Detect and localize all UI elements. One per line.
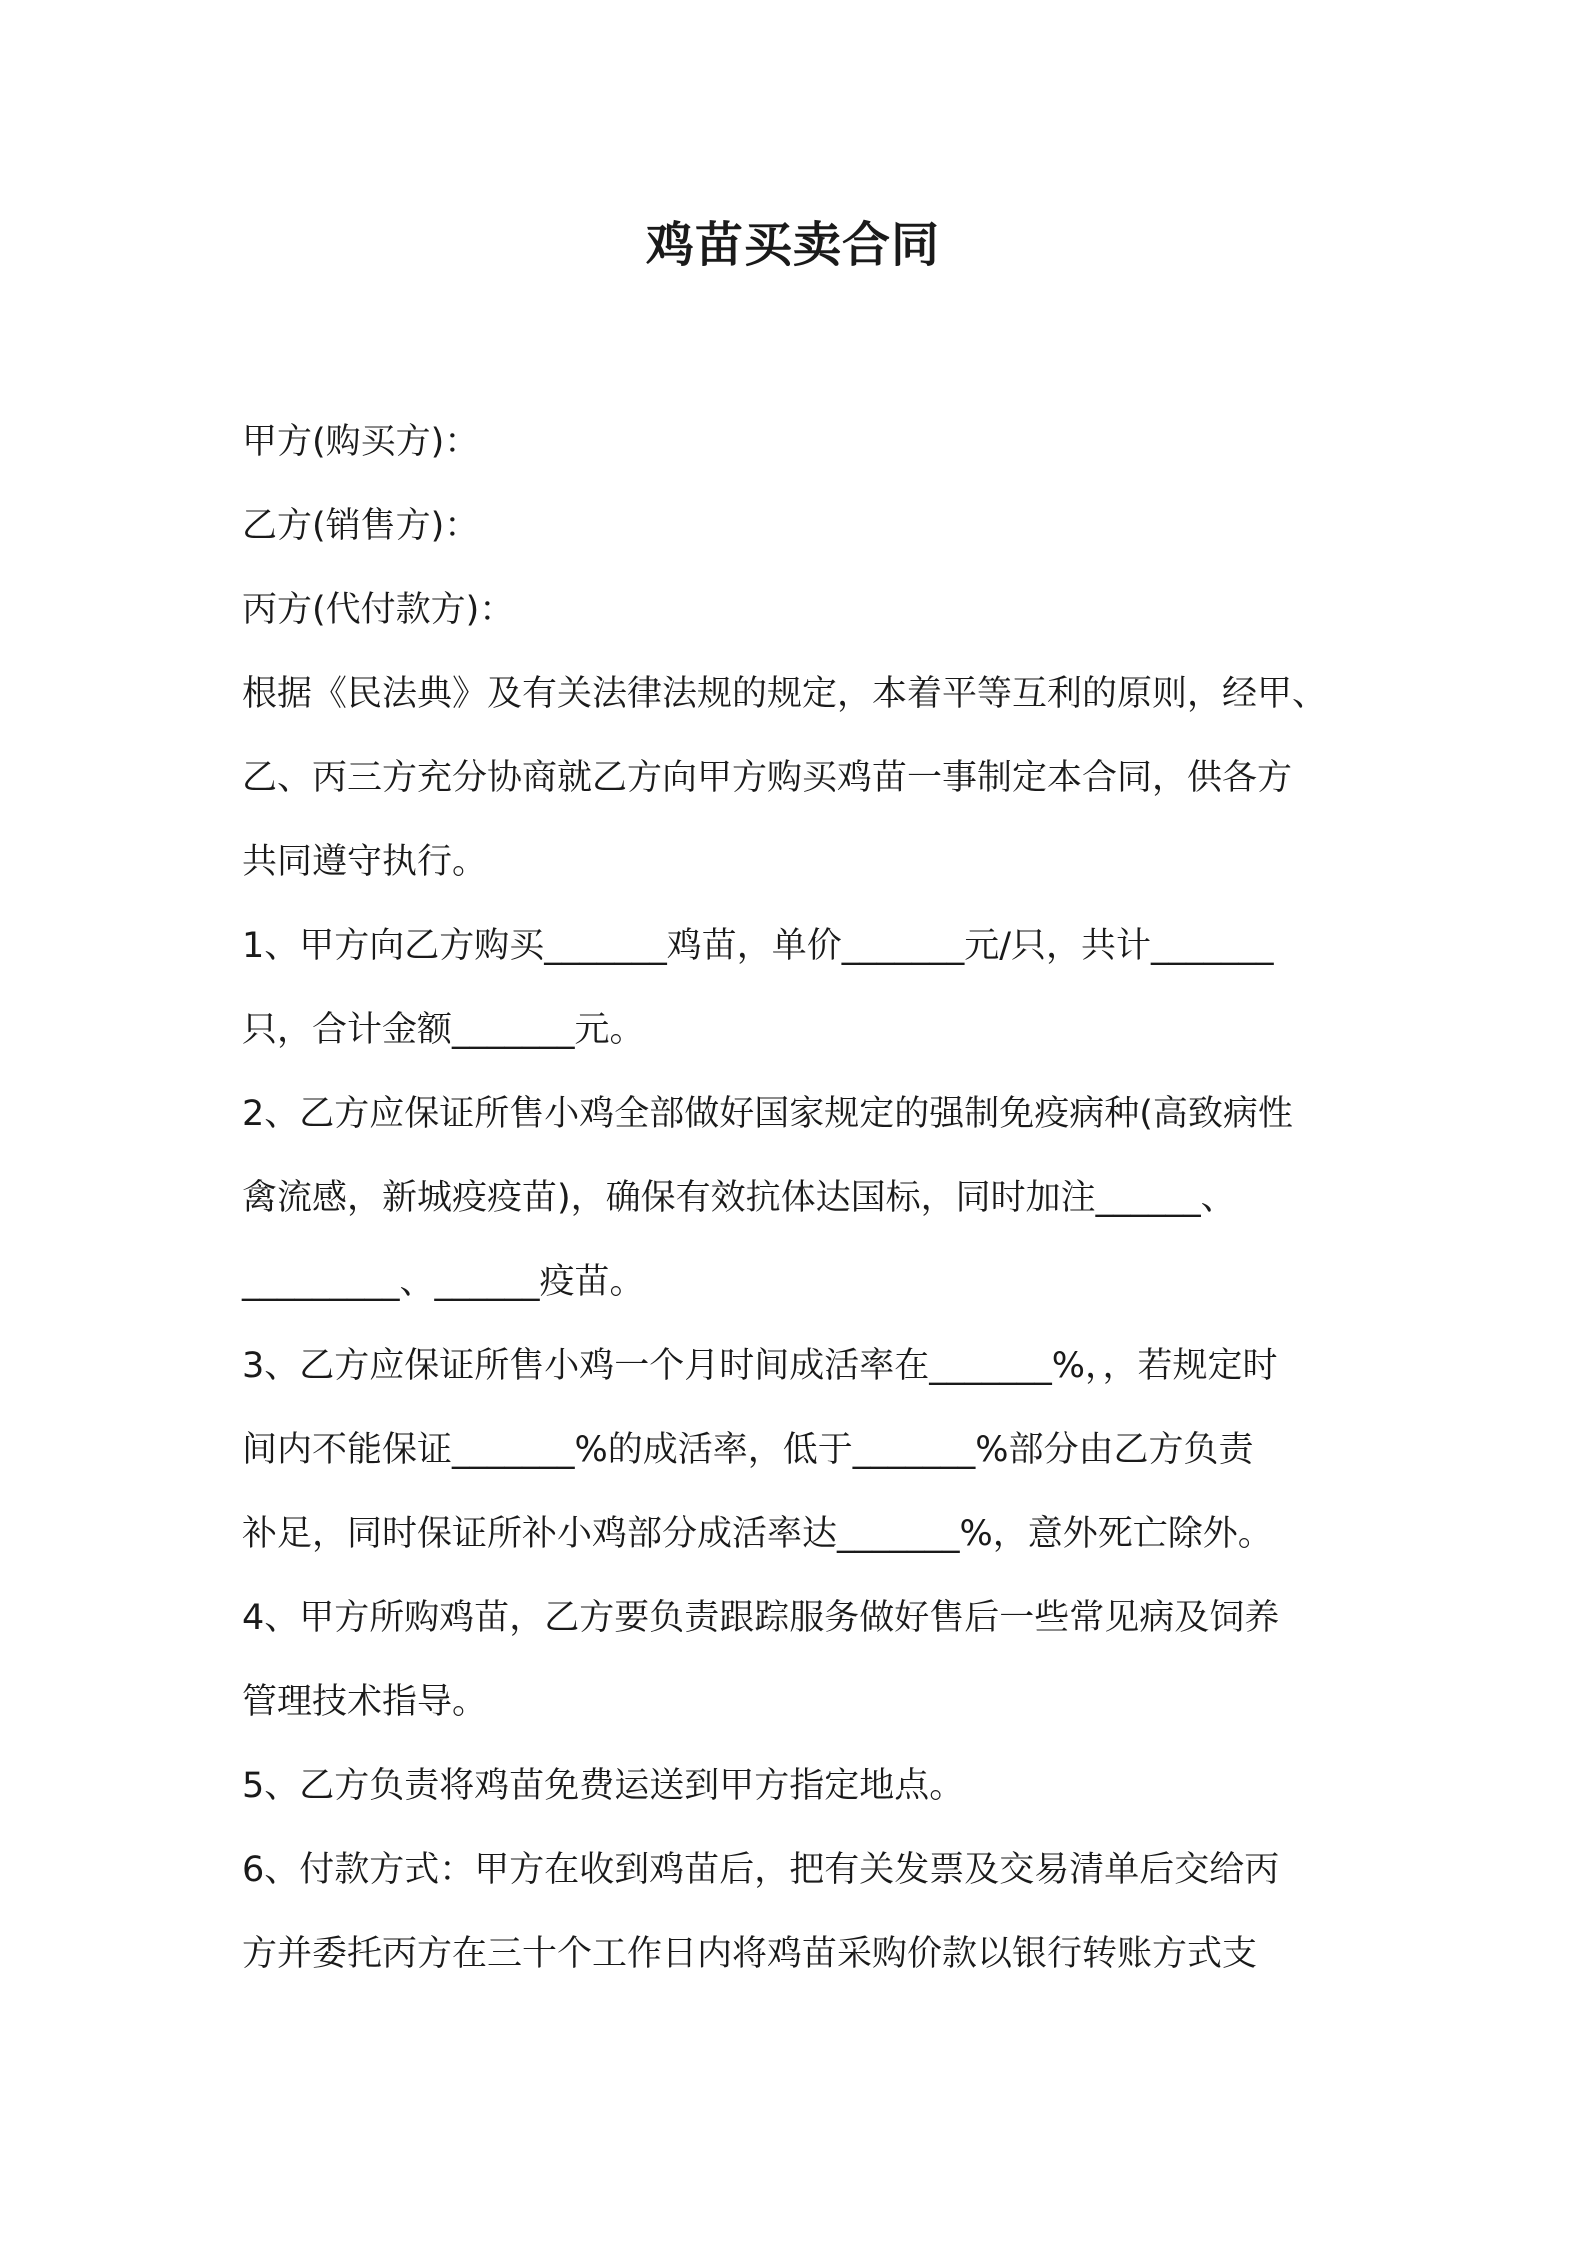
clause-2-line-3: _________、______疫苗。	[242, 1262, 645, 1302]
clause-5-line-1: 5、乙方负责将鸡苗免费运送到甲方指定地点。	[242, 1766, 965, 1806]
preamble-line-2: 乙、丙三方充分协商就乙方向甲方购买鸡苗一事制定本合同，供各方	[242, 758, 1293, 798]
clause-1-line-2: 只，合计金额_______元。	[242, 1010, 645, 1050]
party-b-line: 乙方(销售方)：	[242, 506, 480, 546]
preamble-line-1: 根据《民法典》及有关法律法规的规定，本着平等互利的原则，经甲、	[242, 674, 1328, 714]
document-body	[242, 400, 1354, 1996]
clause-3-line-3: 补足，同时保证所补小鸡部分成活率达_______%，意外死亡除外。	[242, 1514, 1273, 1554]
clause-2-line-1: 2、乙方应保证所售小鸡全部做好国家规定的强制免疫病种(高致病性	[242, 1094, 1293, 1134]
preamble-line-3: 共同遵守执行。	[242, 842, 488, 882]
clause-4-line-2: 管理技术指导。	[242, 1682, 488, 1722]
clause-1-line-1: 1、甲方向乙方购买_______鸡苗，单价_______元/只，共计_______	[242, 926, 1274, 966]
clause-2-line-2: 禽流感，新城疫疫苗)，确保有效抗体达国标，同时加注______、	[242, 1178, 1236, 1218]
clause-6-line-1: 6、付款方式：甲方在收到鸡苗后，把有关发票及交易清单后交给丙	[242, 1850, 1280, 1890]
party-a-line: 甲方(购买方)：	[242, 422, 480, 462]
clause-4-line-1: 4、甲方所购鸡苗，乙方要负责跟踪服务做好售后一些常见病及饲养	[242, 1598, 1280, 1638]
clause-3-line-1: 3、乙方应保证所售小鸡一个月时间成活率在_______%，，若规定时	[242, 1346, 1278, 1386]
clause-3-line-2: 间内不能保证_______%的成活率，低于_______%部分由乙方负责	[242, 1430, 1254, 1470]
document-title: 鸡苗买卖合同	[645, 217, 940, 273]
clause-6-line-2: 方并委托丙方在三十个工作日内将鸡苗采购价款以银行转账方式支	[242, 1934, 1258, 1974]
party-c-line: 丙方(代付款方)：	[242, 590, 515, 630]
